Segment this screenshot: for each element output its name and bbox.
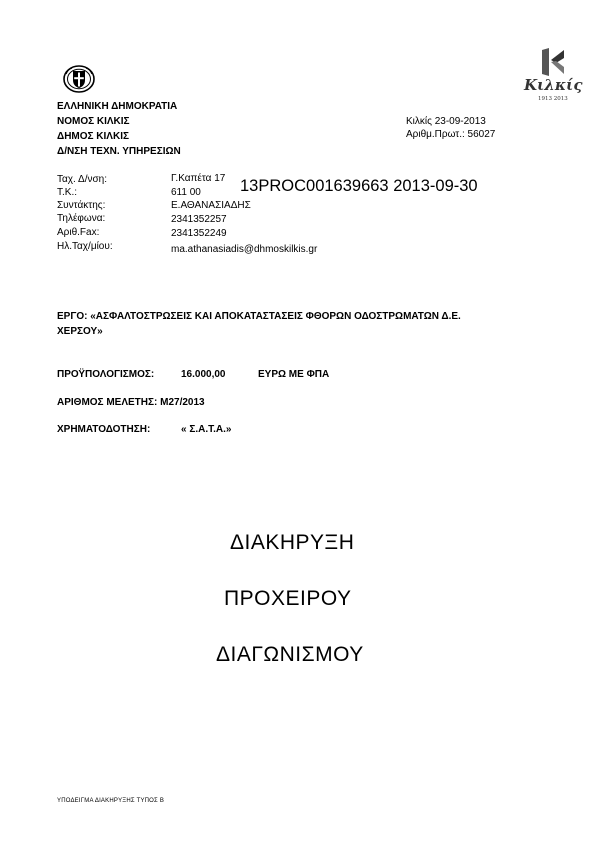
org-line-2: ΝΟΜΟΣ ΚΙΛΚΙΣ bbox=[57, 116, 130, 127]
contact-email: ma.athanasiadis@dhmoskilkis.gr bbox=[171, 244, 318, 255]
study-number: ΑΡΙΘΜΟΣ ΜΕΛΕΤΗΣ: Μ27/2013 bbox=[57, 397, 205, 408]
org-line-4: Δ/ΝΣΗ ΤΕΧΝ. ΥΠΗΡΕΣΙΩΝ bbox=[57, 146, 181, 157]
title-line-1: ΔΙΑΚΗΡΥΞΗ bbox=[230, 531, 355, 554]
funding-value: « Σ.Α.Τ.Α.» bbox=[181, 424, 232, 435]
project-line-1: ΕΡΓΟ: «ΑΣΦΑΛΤΟΣΤΡΩΣΕΙΣ ΚΑΙ ΑΠΟΚΑΤΑΣΤΑΣΕΙΣ ΦΘΟΡΩΝ ΟΔΟΣΤΡΩΜΑΤΩΝ Δ.Ε. bbox=[57, 311, 461, 322]
project-line-2: ΧΕΡΣΟΥ» bbox=[57, 326, 103, 337]
budget-amount: 16.000,00 bbox=[181, 369, 226, 380]
org-line-3: ΔΗΜΟΣ ΚΙΛΚΙΣ bbox=[57, 131, 129, 142]
place-date: Κιλκίς 23-09-2013 bbox=[406, 116, 486, 127]
kilkis-logo-icon bbox=[540, 48, 566, 76]
contact-phone: 2341352257 bbox=[171, 214, 227, 225]
logo-name: Κιλκίς bbox=[524, 76, 583, 94]
budget-label: ΠΡΟΫΠΟΛΟΓΙΣΜΟΣ: bbox=[57, 369, 155, 380]
title-line-2: ΠΡΟΧΕΙΡΟΥ bbox=[224, 587, 352, 610]
greek-emblem-icon bbox=[62, 64, 96, 94]
contact-label-phone: Τηλέφωνα: bbox=[57, 213, 106, 224]
contact-author: Ε.ΑΘΑΝΑΣΙΑΔΗΣ bbox=[171, 200, 251, 211]
contact-address: Γ.Καπέτα 17 bbox=[171, 173, 226, 184]
contact-label-postcode: Τ.Κ.: bbox=[57, 187, 78, 198]
kilkis-logo bbox=[520, 46, 582, 104]
contact-postcode: 611 00 bbox=[171, 187, 201, 198]
contact-label-fax: Αριθ.Fax: bbox=[57, 227, 100, 238]
title-line-3: ΔΙΑΓΩΝΙΣΜΟΥ bbox=[216, 643, 364, 666]
protocol-number: Αριθμ.Πρωτ.: 56027 bbox=[406, 129, 496, 140]
org-line-1: ΕΛΛΗΝΙΚΗ ΔΗΜΟΚΡΑΤΙΑ bbox=[57, 101, 178, 112]
funding-label: ΧΡΗΜΑΤΟΔΟΤΗΣΗ: bbox=[57, 424, 151, 435]
contact-label-address: Ταχ. Δ/νση: bbox=[57, 174, 108, 185]
contact-label-author: Συντάκτης: bbox=[57, 200, 106, 211]
footer-note: ΥΠΟΔΕΙΓΜΑ ΔΙΑΚΗΡΥΞΗΣ ΤΥΠΟΣ Β bbox=[57, 798, 165, 804]
contact-fax: 2341352249 bbox=[171, 228, 227, 239]
budget-currency: ΕΥΡΩ ΜΕ ΦΠΑ bbox=[258, 369, 330, 380]
contact-label-email: Ηλ.Ταχ/μίου: bbox=[57, 241, 113, 252]
diavgeia-stamp: 13PROC001639663 2013-09-30 bbox=[240, 177, 478, 195]
logo-years: 1913 2013 bbox=[538, 96, 568, 102]
